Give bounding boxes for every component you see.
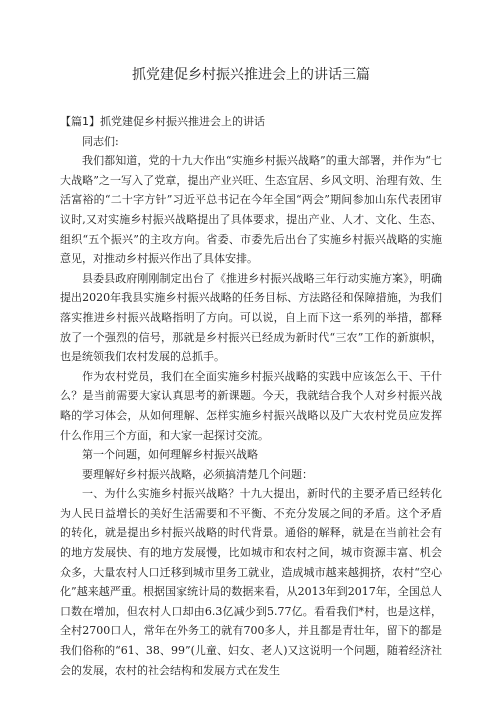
paragraph-5: 一、为什么实施乡村振兴战略？十九大提出，新时代的主要矛盾已经转化为人民日益增长的美好生活需要和不平衡、不充分发展之间的矛盾。这个矛盾的转化，就是提出乡村振兴战略的时代背景。通俗的解释，就是在当前社会有的地方发展快、有的地方发展慢，比如城市和农村之间，城市资源丰富、机会众多，大量农村人口迁移到城市里务工就业，造成城市越来越拥挤，农村“空心化”越来越严重。根据国家统计局的数据来看，从2013年到2017年，全国总人口数在增加，但农村人口却由6.3亿减少到5.77亿。看看我们*村，也是这样，全村2700口人，常年在外务工的就有700多人，并且都是青壮年，留下的都是我们俗称的“61、38、99”(儿童、妇女、老人)又这说明一个问题，随着经济社会的发展，农村的社会结构和发展方式在发生 bbox=[60, 487, 442, 677]
salutation: 同志们: bbox=[82, 134, 119, 148]
paragraph-1: 我们都知道，党的十九大作出“实施乡村振兴战略”的重大部署，并作为“七大战略”之一写入了党章，提出产业兴旺、生态宜居、乡风文明、治理有效、生活富裕的“二十字方针”习近平总书记在今年全国“两会”期间参加山东代表团审议时,又对实施乡村振兴战略提出了具体要求，提出产业、人才、文化、生态、组织“五个振兴”的主攻方向。省委、市委先后出台了实施乡村振兴战略的实施意见，对推动乡村振兴作出了具体安排。 bbox=[60, 154, 442, 266]
paragraph-2: 县委县政府刚刚制定出台了《推进乡村振兴战略三年行动实施方案》，明确提出2020年我县实施乡村振兴战略的任务目标、方法路径和保障措施，为我们落实推进乡村振兴战略指明了方向。可以说，自上而下这一系列的举措，都释放了一个强烈的信号，那就是乡村振兴已经成为新时代“三农”工作的新旗帜，也是统领我们农村发展的总抓手。 bbox=[60, 271, 442, 364]
document-title: 抓党建促乡村振兴推进会上的讲话三篇 bbox=[132, 67, 370, 83]
document-body bbox=[60, 112, 442, 680]
subsection-heading: 第一个问题，如何理解乡村振兴战略 bbox=[82, 448, 258, 462]
paragraph-4: 要理解好乡村振兴战略，必须搞清楚几个问题： bbox=[82, 467, 313, 481]
paragraph-3: 作为农村党员，我们在全面实施乡村振兴战略的实践中应该怎么干、干什么？是当前需要大家认真思考的新课题。今天，我就结合我个人对乡村振兴战略的学习体会，从如何理解、怎样实施乡村振兴战略以及广大农村党员应发挥什么作用三个方面，和大家一起探讨交流。 bbox=[60, 369, 442, 442]
section-heading: 【篇1】抓党建促乡村振兴推进会上的讲话 bbox=[60, 115, 265, 128]
